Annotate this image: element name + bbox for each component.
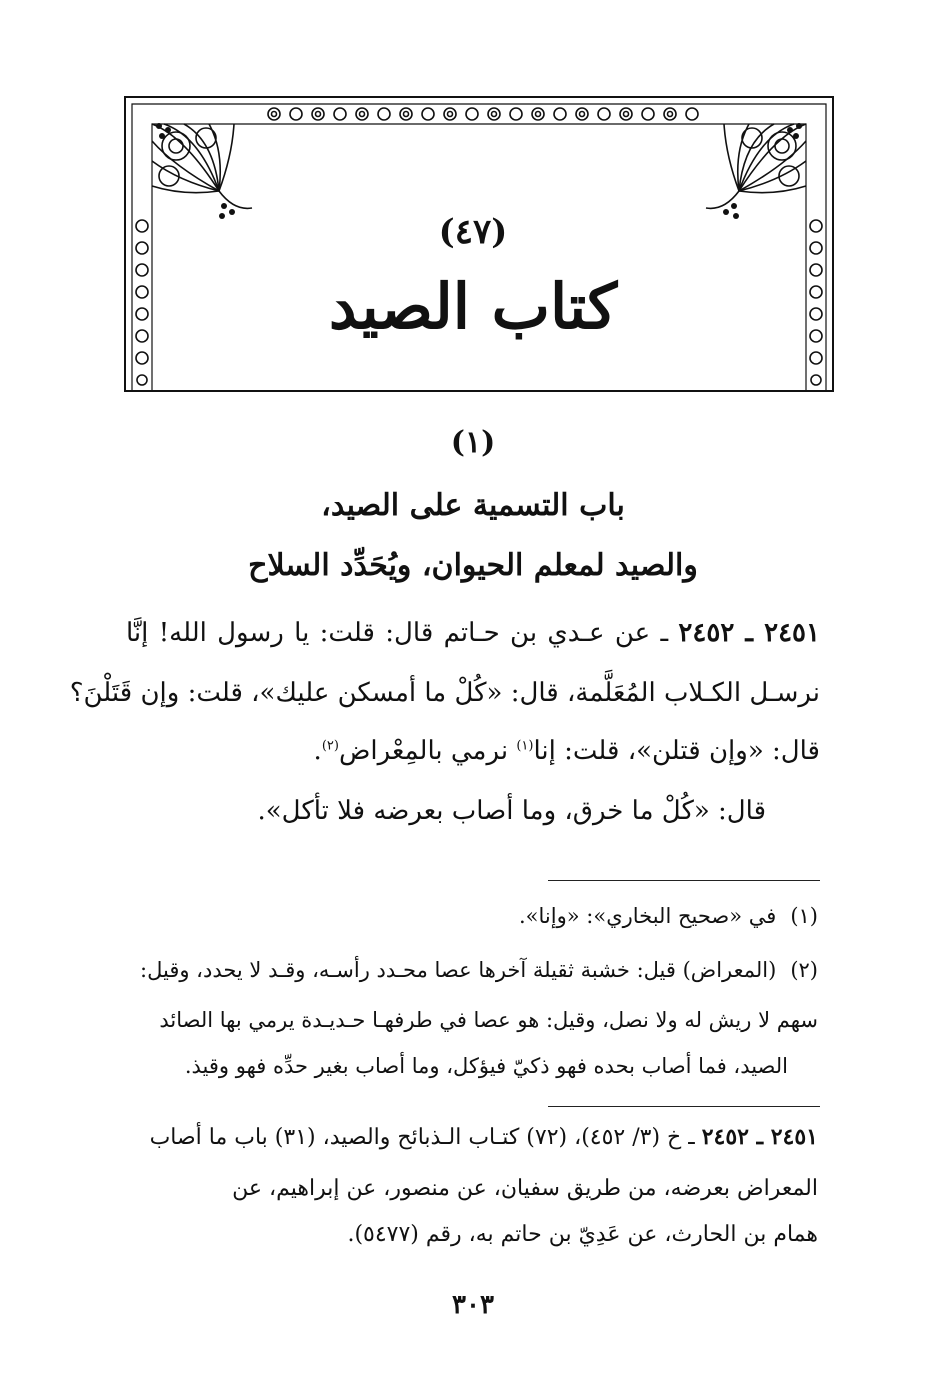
footnote-2-line1 [140,958,818,982]
source-line1 [150,1124,818,1150]
hadith-number: ٢٤٥١ ـ ٢٤٥٢ [678,618,820,648]
hadith-line1-text: ـ عن عـدي بن حـاتم قال: قلت: يا رسول الله! إنَّا [126,618,679,648]
book-title: كتاب الصيد [328,270,618,343]
source-line2: المعراض بعرضه، من طريق سفيان، عن منصور، عن إبراهيم، عن [232,1176,818,1201]
section-title-line1: باب التسمية على الصيد، [321,488,625,523]
hadith-line1 [126,618,820,648]
hadith-line4: قال: «كُلْ ما خرق، وما أصاب بعرضه فلا تأكل». [257,796,766,826]
footnote-ref-2[interactable]: (٢) [321,738,339,754]
hadith-line3 [126,736,820,766]
source-line1-text: ـ خ (٣/ ٤٥٢)، (٧٢) كتـاب الـذبائح والصيد، (٣١) باب ما أصاب [149,1125,702,1150]
section-title-line2: والصيد لمعلم الحيوان، ويُحَدِّد السلاح [248,548,698,583]
footnote-2-line3: الصيد، فما أصاب بحده فهو ذكيّ فيؤكل، وما أصاب بغير حدِّه فهو وقيذ. [184,1054,788,1078]
page-number: ٣٠٣ [452,1290,494,1320]
footnote-2-number: (٢) [790,958,818,982]
hadith-line3-part-b: نرمي بالمِعْراض [338,736,517,766]
footnote-2-text-line1: (المعراض) قيل: خشبة ثقيلة آخرها عصا محـدد رأسـه، وقـد لا يحدد، وقيل: [140,958,777,982]
hadith-line3-part-a: قال: «وإن قتلن»، قلت: إنا [533,736,820,766]
section-number: (١) [450,425,496,460]
source-divider [548,1106,820,1107]
footnote-divider [548,880,820,881]
source-hadith-number: ٢٤٥١ ـ ٢٤٥٢ [701,1124,818,1150]
hadith-line2: نرسـل الكـلاب المُعَلَّمة، قال: «كُلْ ما أمسكن عليك»، قلت: وإن قَتَلْنَ؟ [69,678,820,708]
footnote-1-number: (١) [790,904,818,928]
footnote-1-text: في «صحيح البخاري»: «وإنا». [519,904,777,928]
hadith-line3-part-c: . [313,736,322,766]
footnote-1 [519,904,818,928]
footnote-ref-1[interactable]: (١) [516,738,534,754]
source-line3: همام بن الحارث، عن عَدِيّ بن حاتم به، رقم (٥٤٧٧). [347,1222,818,1247]
chapter-number: (٤٧) [438,212,508,252]
footnote-2-line2: سهم لا ريش له ولا نصل، وقيل: هو عصا في طرفهـا حـديـدة يرمي بها الصائد [159,1008,818,1032]
